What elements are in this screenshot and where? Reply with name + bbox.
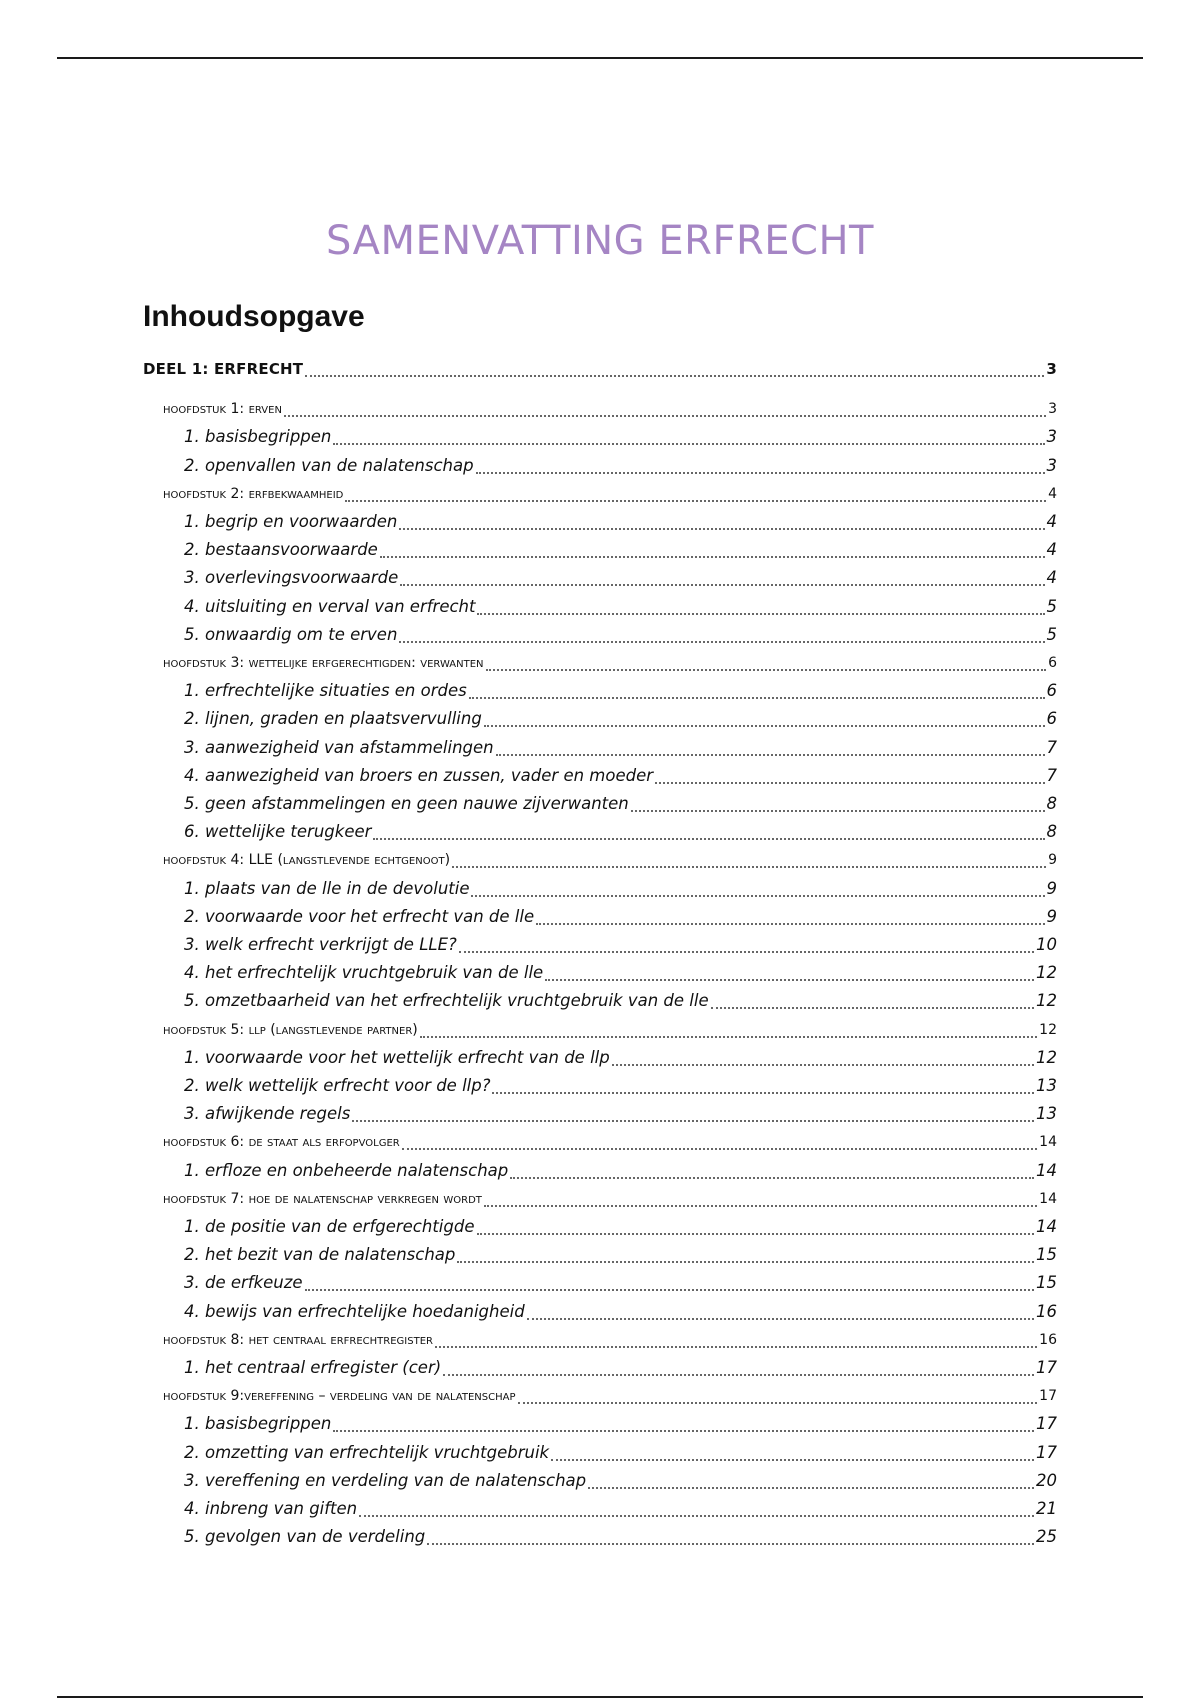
toc-entry-label: 2. het bezit van de nalatenschap [184,1245,456,1265]
toc-entry-label: 5. onwaardig om te erven [184,624,398,644]
toc-dot-leader [510,1177,1034,1179]
toc-entry-label: hoofdstuk 2: erfbekwaamheid [163,485,344,502]
toc-section-entry[interactable] [184,791,1057,817]
toc-dot-leader [399,528,1044,530]
toc-entry-label: 1. plaats van de lle in de devolutie [184,878,470,898]
toc-dot-leader [443,1374,1034,1376]
toc-entry-page: 17 [1036,1442,1057,1462]
toc-entry-page: 20 [1036,1470,1057,1490]
toc-section-entry[interactable] [184,1468,1057,1494]
toc-entry-label: 3. welk erfrecht verkrijgt de LLE? [184,935,457,954]
toc-entry-label: 1. basisbegrippen [184,427,332,447]
toc-entry-label: 1. begrip en voorwaarden [184,512,398,531]
toc-entry-label: 3. overlevingsvoorwaarde [184,568,399,588]
toc-entry-label: 1. het centraal erfregister (cer) [184,1358,442,1377]
toc-entry-page: 6 [1046,709,1057,729]
toc-entry-page: 10 [1036,935,1057,954]
toc-entry-label: hoofdstuk 8: het centraal erfrechtregister [163,1331,433,1348]
toc-dot-leader [380,556,1045,558]
toc-entry-label: 4. uitsluiting en verval van erfrecht [184,596,476,616]
toc-dot-leader [457,1261,1034,1263]
toc-dot-leader [486,669,1047,671]
toc-section-entry[interactable] [184,1101,1057,1127]
toc-dot-leader [435,1346,1037,1348]
toc-entry-label: 2. bestaansvoorwaarde [184,540,378,560]
toc-entry-page: 3 [1046,427,1057,447]
toc-section-entry[interactable] [184,1355,1057,1381]
toc-entry-page: 12 [1036,991,1057,1011]
toc-chapter-entry[interactable] [163,1129,1057,1155]
toc-entry-label: 3. vereffening en verdeling van de nalatenschap [184,1470,587,1490]
toc-section-entry[interactable] [184,1299,1057,1325]
toc-dot-leader [631,810,1045,812]
toc-section-entry[interactable] [184,819,1057,845]
toc-heading: Inhoudsopgave [143,300,365,333]
toc-chapter-entry[interactable] [163,1186,1057,1212]
toc-entry-page: 4 [1046,568,1057,588]
toc-part-entry[interactable] [143,356,1057,382]
toc-entry-page: 14 [1036,1160,1057,1180]
toc-section-entry[interactable] [184,622,1057,648]
toc-chapter-entry[interactable] [163,847,1057,873]
toc-entry-label: 5. gevolgen van de verdeling [184,1527,426,1547]
toc-chapter-entry[interactable] [163,650,1057,676]
footer-rule [57,1696,1143,1698]
toc-section-entry[interactable] [184,904,1057,930]
toc-dot-leader [518,1402,1038,1404]
toc-entry-page: 17 [1036,1414,1057,1434]
toc-entry-page: 5 [1046,596,1057,616]
toc-chapter-entry[interactable] [163,396,1057,422]
toc-section-entry[interactable] [184,1270,1057,1296]
toc-entry-page: 8 [1046,794,1057,813]
toc-section-entry[interactable] [184,594,1057,620]
toc-entry-label: 4. bewijs van erfrechtelijke hoedanigheid [184,1301,525,1321]
toc-entry-label: 1. voorwaarde voor het wettelijk erfrecht van de llp [184,1047,610,1067]
toc-entry-page: 14 [1036,1217,1057,1236]
toc-entry-label: 2. omzetting van erfrechtelijk vruchtgebruik [184,1442,550,1462]
toc-entry-label: 4. aanwezigheid van broers en zussen, vader en moeder [184,765,654,785]
toc-entry-page: 8 [1046,822,1057,842]
toc-dot-leader [496,754,1045,756]
toc-entry-label: hoofdstuk 5: llp (langstlevende partner) [163,1021,418,1038]
toc-entry-label: 5. omzetbaarheid van het erfrechtelijk vruchtgebruik van de lle [184,991,709,1011]
toc-entry-page: 6 [1048,655,1057,671]
toc-section-entry[interactable] [184,509,1057,535]
toc-entry-page: 4 [1046,540,1057,560]
toc-dot-leader [469,697,1045,699]
toc-dot-leader [492,1092,1034,1094]
toc-entry-page: 7 [1046,737,1057,757]
toc-entry-label: 1. basisbegrippen [184,1414,332,1434]
toc-section-entry[interactable] [184,1158,1057,1184]
toc-entry-label: hoofdstuk 3: wettelijke erfgerechtigden: verwanten [163,655,484,671]
toc-entry-page: 16 [1036,1301,1057,1321]
toc-entry-page: 4 [1046,512,1057,531]
toc-dot-leader [477,1233,1035,1235]
toc-dot-leader [373,838,1044,840]
toc-chapter-entry[interactable] [163,481,1057,507]
toc-section-entry[interactable] [184,1214,1057,1240]
toc-entry-page: 9 [1048,852,1057,869]
toc-dot-leader [452,866,1046,868]
toc-entry-label: 2. openvallen van de nalatenschap [184,455,474,475]
toc-section-entry[interactable] [184,1524,1057,1550]
toc-dot-leader [345,500,1046,502]
toc-entry-label: 5. geen afstammelingen en geen nauwe zijverwanten [184,794,629,813]
toc-dot-leader [545,979,1034,981]
toc-dot-leader [359,1515,1034,1517]
toc-dot-leader [459,951,1034,953]
toc-entry-page: 16 [1039,1331,1057,1348]
toc-entry-label: DEEL 1: ERFRECHT [143,360,304,378]
document-title: SAMENVATTING ERFRECHT [326,218,874,264]
toc-dot-leader [333,1430,1034,1432]
toc-section-entry[interactable] [184,1496,1057,1522]
toc-section-entry[interactable] [184,1411,1057,1437]
toc-chapter-entry[interactable] [163,1327,1057,1353]
toc-dot-leader [612,1064,1034,1066]
toc-dot-leader [333,443,1044,445]
toc-section-entry[interactable] [184,932,1057,958]
toc-entry-label: 4. inbreng van giften [184,1499,358,1518]
toc-entry-label: 3. aanwezigheid van afstammelingen [184,737,494,757]
toc-entry-page: 3 [1046,360,1057,378]
toc-section-entry[interactable] [184,876,1057,902]
toc-chapter-entry[interactable] [163,1383,1057,1409]
toc-entry-label: hoofdstuk 4: LLE (langstlevende echtgenoot) [163,852,451,869]
toc-entry-page: 14 [1039,1190,1057,1207]
toc-dot-leader [527,1318,1034,1320]
toc-entry-page: 17 [1036,1358,1057,1377]
toc-dot-leader [402,1148,1037,1150]
toc-section-entry[interactable] [184,706,1057,732]
toc-entry-page: 5 [1046,624,1057,644]
toc-entry-label: 1. de positie van de erfgerechtigde [184,1217,475,1236]
toc-entry-page: 7 [1046,765,1057,785]
toc-section-entry[interactable] [184,424,1057,450]
toc-dot-leader [284,415,1046,417]
toc-entry-label: 2. welk wettelijk erfrecht voor de llp? [184,1076,491,1095]
toc-dot-leader [476,472,1045,474]
toc-dot-leader [588,1487,1034,1489]
toc-entry-page: 15 [1036,1245,1057,1265]
toc-entry-label: hoofdstuk 7: hoe de nalatenschap verkregen wordt [163,1190,482,1207]
toc-dot-leader [711,1007,1034,1009]
toc-dot-leader [484,1205,1037,1207]
toc-section-entry[interactable] [184,453,1057,479]
toc-entry-page: 3 [1048,401,1057,418]
toc-section-entry[interactable] [184,1045,1057,1071]
toc-entry-page: 17 [1039,1388,1057,1405]
toc-section-entry[interactable] [184,735,1057,761]
toc-entry-page: 14 [1039,1134,1057,1151]
toc-entry-page: 3 [1046,455,1057,475]
toc-section-entry[interactable] [184,988,1057,1014]
toc-dot-leader [471,895,1044,897]
toc-dot-leader [352,1120,1034,1122]
toc-entry-page: 13 [1036,1076,1057,1095]
toc-dot-leader [305,375,1044,377]
toc-dot-leader [427,1543,1034,1545]
toc-dot-leader [536,923,1044,925]
toc-dot-leader [484,725,1045,727]
toc-section-entry[interactable] [184,678,1057,704]
toc-entry-page: 12 [1039,1021,1057,1038]
toc-section-entry[interactable] [184,960,1057,986]
toc-entry-page: 13 [1036,1104,1057,1124]
toc-entry-page: 6 [1046,681,1057,701]
toc-entry-page: 9 [1046,906,1057,926]
toc-dot-leader [399,641,1044,643]
toc-entry-label: 2. voorwaarde voor het erfrecht van de lle [184,906,535,926]
toc-entry-page: 15 [1036,1273,1057,1293]
toc-entry-label: 6. wettelijke terugkeer [184,822,372,842]
toc-dot-leader [551,1459,1034,1461]
toc-entry-page: 21 [1036,1499,1057,1518]
toc-section-entry[interactable] [184,1242,1057,1268]
toc-section-entry[interactable] [184,1440,1057,1466]
toc-entry-page: 4 [1048,485,1057,502]
toc-entry-page: 9 [1046,878,1057,898]
toc-entry-label: hoofdstuk 6: de staat als erfopvolger [163,1134,400,1151]
toc-entry-label: 1. erfrechtelijke situaties en ordes [184,681,467,701]
toc-section-entry[interactable] [184,1073,1057,1099]
toc-entry-label: 3. afwijkende regels [184,1104,351,1124]
toc-dot-leader [305,1289,1034,1291]
toc-section-entry[interactable] [184,565,1057,591]
toc-chapter-entry[interactable] [163,1017,1057,1043]
toc-entry-label: 2. lijnen, graden en plaatsvervulling [184,709,482,729]
toc-entry-label: hoofdstuk 1: erven [163,401,282,418]
toc-dot-leader [420,1036,1037,1038]
toc-entry-label: 1. erfloze en onbeheerde nalatenschap [184,1160,509,1180]
toc-entry-label: 4. het erfrechtelijk vruchtgebruik van de lle [184,963,544,983]
toc-entry-page: 12 [1036,963,1057,983]
toc-section-entry[interactable] [184,537,1057,563]
toc-entry-page: 25 [1036,1527,1057,1547]
toc-dot-leader [477,613,1044,615]
toc-entry-page: 12 [1036,1047,1057,1067]
toc-section-entry[interactable] [184,763,1057,789]
toc-dot-leader [400,584,1044,586]
toc-dot-leader [655,782,1044,784]
toc-entry-label: hoofdstuk 9:vereffening – verdeling van de nalatenschap [163,1388,516,1405]
toc-entry-label: 3. de erfkeuze [184,1273,303,1293]
